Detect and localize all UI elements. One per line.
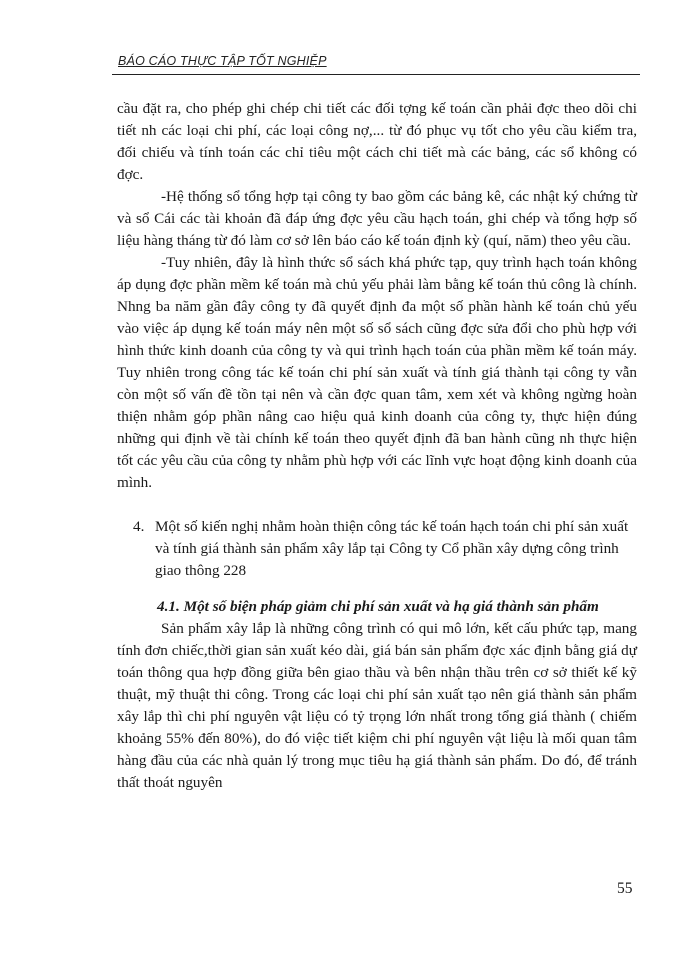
section-title: Một số kiến nghị nhằm hoàn thiện công tác kế toán hạch toán chi phí sản xuất và tính giá thành sản phẩm xây lắp tại Công ty Cổ phần xây dựng công trình giao thông 228 [155,518,629,579]
section-number: 4. [133,518,145,535]
paragraph-continuation: cầu đặt ra, cho phép ghi chép chi tiết các đối tợng kế toán cần phải đợc theo dõi chi tiết nh các loại chi phí, các loại công nợ,... từ đó phục vụ tốt cho yêu cầu kiểm tra, đối chiếu và tính toán các chỉ tiêu một cách chi tiết mà các bảng, các sổ không có đợc. [117,100,637,183]
page-header [112,52,640,75]
document-body [117,98,637,794]
paragraph-ledger-system: -Hệ thống sổ tổng hợp tại công ty bao gồm các bảng kê, các nhật ký chứng từ và sổ Cái các tài khoản đã đáp ứng đợc yêu cầu hạch toán, ghi chép và tổng hợp số liệu hàng tháng từ đó làm cơ sở lên báo cáo kế toán định kỳ (quí, năm) theo yêu cầu. [117,188,637,249]
paragraph-products: Sản phẩm xây lắp là những công trình có qui mô lớn, kết cấu phức tạp, mang tính đơn chiếc,thời gian sản xuất kéo dài, giá bán sản phẩm đợc xác định bằng giá dự toán thông qua hợp đồng giữa bên giao thầu và bên nhận thầu trên cơ sở thiết kế kỹ thuật, mỹ thuật thi công. Trong các loại chi phí sản xuất tạo nên giá thành sản phẩm xây lắp thì chi phí nguyên vật liệu có tỷ trọng lớn nhất trong tổng giá thành ( chiếm khoảng 55% đến 80%), do đó việc tiết kiệm chi phí nguyên vật liệu là mối quan tâm hàng đầu của các nhà quản lý trong mục tiêu hạ giá thành sản phẩm. Do đó, để tránh thất thoát nguyên [117,620,637,791]
header-title: BÁO CÁO THỰC TẬP TỐT NGHIỆP [118,54,327,68]
paragraph-however: -Tuy nhiên, đây là hình thức sổ sách khá phức tạp, quy trình hạch toán không áp dụng đợc phần mềm kế toán mà chủ yếu phải làm bằng kế toán thủ công là chính. Nhng ba năm gần đây công ty đã quyết định đa một số phần hành kế toán chủ yếu vào việc áp dụng kế toán máy nên một số sổ sách cũng đợc sửa đổi cho phù hợp với hình thức kinh doanh của công ty và qui trình hạch toán của phần mềm kế toán máy. Tuy nhiên trong công tác kế toán chi phí sản xuất và tính giá thành tại công ty vẫn còn một số vấn đề tồn tại nên và cần đợc quan tâm, xem xét và không ngừng hoàn thiện nhằm góp phần nâng cao hiệu quả kinh doanh của công ty, thực hiện đúng những qui định về tài chính kế toán theo quyết định đã ban hành cũng nh thực hiện tốt các yêu cầu của công ty nhằm phù hợp với các lĩnh vực hoạt động kinh doanh của mình. [117,254,637,491]
subsection-heading: 4.1. Một số biện pháp giảm chi phí sản xuất và hạ giá thành sản phẩm [157,598,599,615]
section-heading [117,516,637,582]
page-number: 55 [617,880,633,897]
